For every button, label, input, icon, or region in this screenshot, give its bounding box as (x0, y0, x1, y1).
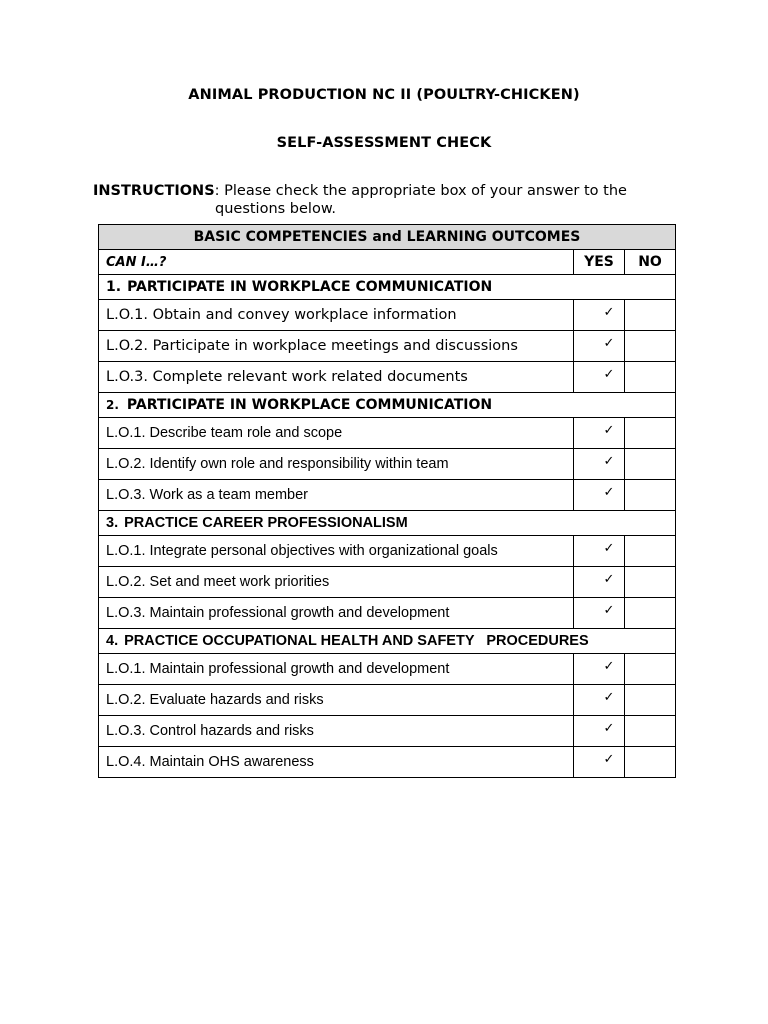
section-number: 1. (106, 279, 122, 295)
learning-outcome-label: L.O.3. Control hazards and risks (99, 716, 574, 747)
table-header-row (99, 225, 676, 250)
table-row (99, 716, 676, 747)
yes-checkbox-cell[interactable] (574, 567, 625, 598)
instructions-label: INSTRUCTIONS (93, 183, 215, 199)
table-row (99, 300, 676, 331)
yes-checkbox-cell[interactable] (574, 418, 625, 449)
no-checkbox-cell[interactable] (625, 654, 676, 685)
yes-checkbox-cell[interactable] (574, 362, 625, 393)
table-row (99, 536, 676, 567)
learning-outcome-label: L.O.2. Evaluate hazards and risks (99, 685, 574, 716)
instructions-text-continued: questions below. (215, 201, 336, 217)
learning-outcome-label: L.O.3. Maintain professional growth and development (99, 598, 574, 629)
check-mark-icon: ✓ (603, 602, 615, 618)
yes-checkbox-cell[interactable] (574, 300, 625, 331)
check-mark-icon: ✓ (603, 720, 615, 736)
self-assessment-table (98, 224, 676, 778)
column-header-row (99, 250, 676, 275)
no-checkbox-cell[interactable] (625, 536, 676, 567)
document-subtitle: SELF-ASSESSMENT CHECK (276, 135, 492, 151)
table-row (99, 449, 676, 480)
check-mark-icon: ✓ (603, 422, 615, 438)
section-title: PRACTICE OCCUPATIONAL HEALTH AND SAFETY PROCEDURES (124, 633, 589, 649)
section-title-cell (99, 629, 676, 654)
check-mark-icon: ✓ (603, 453, 615, 469)
no-checkbox-cell[interactable] (625, 300, 676, 331)
yes-checkbox-cell[interactable] (574, 331, 625, 362)
yes-checkbox-cell[interactable] (574, 747, 625, 778)
section-row (99, 629, 676, 654)
section-number: 2. (106, 398, 119, 412)
learning-outcome-label: L.O.1. Integrate personal objectives with organizational goals (99, 536, 574, 567)
table-row (99, 567, 676, 598)
check-mark-icon: ✓ (603, 304, 615, 320)
no-checkbox-cell[interactable] (625, 362, 676, 393)
no-checkbox-cell[interactable] (625, 480, 676, 511)
section-row (99, 275, 676, 300)
table-row (99, 747, 676, 778)
check-mark-icon: ✓ (603, 751, 615, 767)
check-mark-icon: ✓ (603, 335, 615, 351)
yes-checkbox-cell[interactable] (574, 598, 625, 629)
learning-outcome-label: L.O.4. Maintain OHS awareness (99, 747, 574, 778)
check-mark-icon: ✓ (603, 689, 615, 705)
check-mark-icon: ✓ (603, 540, 615, 556)
instructions-text: : Please check the appropriate box of your answer to the (214, 183, 627, 199)
can-i-label: CAN I…? (99, 250, 574, 275)
section-title-cell (99, 511, 676, 536)
no-checkbox-cell[interactable] (625, 449, 676, 480)
table-row (99, 654, 676, 685)
no-checkbox-cell[interactable] (625, 418, 676, 449)
table-row (99, 362, 676, 393)
learning-outcome-label: L.O.1. Maintain professional growth and development (99, 654, 574, 685)
check-mark-icon: ✓ (603, 571, 615, 587)
yes-checkbox-cell[interactable] (574, 716, 625, 747)
check-mark-icon: ✓ (603, 366, 615, 382)
section-title: PARTICIPATE IN WORKPLACE COMMUNICATION (127, 279, 493, 295)
table-row (99, 331, 676, 362)
table-row (99, 685, 676, 716)
table-row (99, 480, 676, 511)
yes-checkbox-cell[interactable] (574, 449, 625, 480)
section-row (99, 511, 676, 536)
no-checkbox-cell[interactable] (625, 685, 676, 716)
section-title-cell (99, 393, 676, 418)
check-mark-icon: ✓ (603, 484, 615, 500)
section-title: PRACTICE CAREER PROFESSIONALISM (124, 515, 408, 531)
learning-outcome-label: L.O.3. Work as a team member (99, 480, 574, 511)
instructions (93, 182, 683, 218)
document-title: ANIMAL PRODUCTION NC II (POULTRY-CHICKEN) (188, 87, 580, 103)
no-checkbox-cell[interactable] (625, 747, 676, 778)
table-header: BASIC COMPETENCIES and LEARNING OUTCOMES (99, 225, 676, 250)
yes-checkbox-cell[interactable] (574, 536, 625, 567)
section-title-cell (99, 275, 676, 300)
learning-outcome-label: L.O.2. Identify own role and responsibility within team (99, 449, 574, 480)
learning-outcome-label: L.O.2. Set and meet work priorities (99, 567, 574, 598)
no-checkbox-cell[interactable] (625, 567, 676, 598)
yes-column-header: YES (574, 250, 625, 275)
learning-outcome-label: L.O.3. Complete relevant work related documents (99, 362, 574, 393)
table-row (99, 418, 676, 449)
no-checkbox-cell[interactable] (625, 598, 676, 629)
yes-checkbox-cell[interactable] (574, 654, 625, 685)
learning-outcome-label: L.O.1. Obtain and convey workplace information (99, 300, 574, 331)
no-checkbox-cell[interactable] (625, 331, 676, 362)
section-title: PARTICIPATE IN WORKPLACE COMMUNICATION (126, 397, 493, 413)
no-column-header: NO (625, 250, 676, 275)
section-number: 4. (106, 633, 119, 649)
check-mark-icon: ✓ (603, 658, 615, 674)
learning-outcome-label: L.O.1. Describe team role and scope (99, 418, 574, 449)
yes-checkbox-cell[interactable] (574, 685, 625, 716)
no-checkbox-cell[interactable] (625, 716, 676, 747)
learning-outcome-label: L.O.2. Participate in workplace meetings and discussions (99, 331, 574, 362)
table-row (99, 598, 676, 629)
section-row (99, 393, 676, 418)
section-number: 3. (106, 515, 119, 531)
yes-checkbox-cell[interactable] (574, 480, 625, 511)
